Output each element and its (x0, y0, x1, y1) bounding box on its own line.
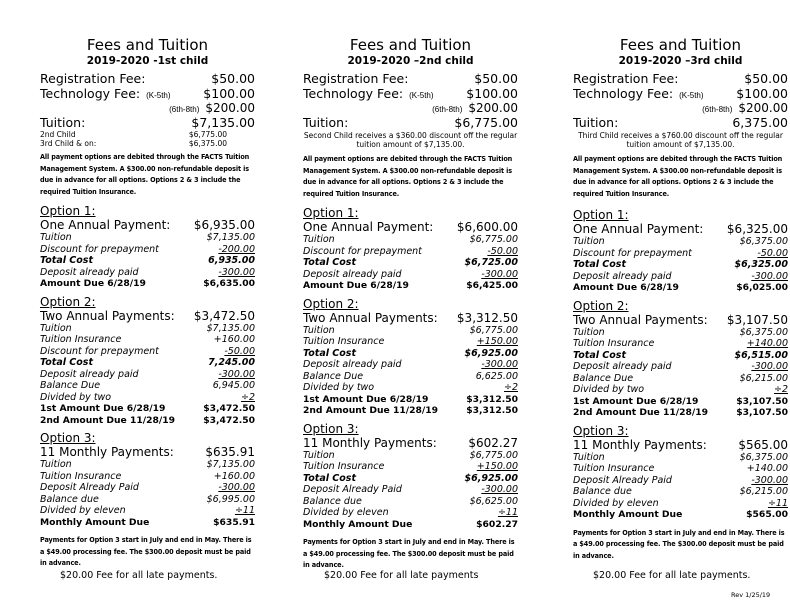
option-line-label: Tuition Insurance (573, 463, 655, 474)
option-title-value: $6,600.00 (456, 220, 518, 234)
option-line-label: Monthly Amount Due (303, 518, 413, 530)
option-line (573, 396, 788, 408)
discount-note: Second Child receives a $360.00 discount off the regular tuition amount of $7,135.00. (303, 131, 518, 149)
option-line-label: Tuition (573, 236, 605, 247)
registration-fee-row (303, 71, 518, 86)
tech-68-value: $200.00 (205, 101, 255, 115)
registration-fee-label: Registration Fee: (40, 71, 146, 86)
option-line-value: $3,107.50 (736, 395, 788, 407)
option-line-value: $6,775.00 (469, 324, 518, 336)
option-line-label: Tuition (40, 232, 72, 243)
sibling-label: 3rd Child & on: (40, 139, 97, 148)
technology-fee-label: Technology Fee: (573, 86, 674, 101)
option-line (303, 473, 518, 485)
option-line-label: Balance Due (573, 372, 634, 384)
sheet-title: Fees and Tuition (86, 36, 209, 54)
option-line (303, 507, 518, 519)
option-heading: Option 2: (303, 296, 359, 311)
option-line-label: Tuition Insurance (40, 334, 122, 345)
option-line-label: 1st Amount Due 6/28/19 (573, 395, 699, 407)
option-title-value: $565.00 (738, 437, 788, 452)
option-line (573, 350, 788, 362)
registration-fee-label: Registration Fee: (303, 71, 409, 86)
payment-paragraph: All payment options are debited through the FACTS Tuition Management System. A $300.00 non-refundable deposit is due in advance for all options. Options 2 & 3 include the required Tuition Insurance. (40, 152, 250, 196)
payment-paragraph: All payment options are debited through the FACTS Tuition Management System. A $300.00 non-refundable deposit is due in advance for all options. Options 2 & 3 include the required Tuition Insurance. (303, 154, 513, 198)
monthly-paragraph: Payments for Option 3 start in July and end in May. There is a $49.00 processing fee. The $300.00 deposit must be paid in advance. (303, 537, 515, 569)
option-line-value: ÷2 (503, 382, 518, 393)
option-line-value: -300.00 (751, 361, 788, 372)
option-line (303, 371, 518, 383)
technology-fee-label: Technology Fee: (303, 86, 404, 101)
option-line-label: Divided by eleven (40, 505, 126, 516)
payment-options (40, 205, 255, 534)
option-line-value: -50.00 (487, 245, 518, 257)
option-line (573, 475, 788, 487)
option-line-value: +150.00 (476, 461, 518, 472)
technology-fee-row (40, 86, 255, 101)
tuition-label: Tuition: (40, 115, 86, 130)
option-line (40, 517, 255, 529)
option-heading: Option 3: (303, 421, 359, 436)
option-line-value: -300.00 (218, 266, 255, 278)
option-line (40, 494, 255, 506)
option-line (303, 246, 518, 258)
option-title: One Annual Payment: (573, 222, 704, 236)
option-line-label: Total Cost (573, 349, 626, 361)
option-line-value: -300.00 (481, 268, 518, 280)
option-line-value: -50.00 (224, 345, 255, 357)
option-line (303, 461, 518, 473)
fee-sheet-second-child (303, 36, 518, 571)
option-line-value: $3,107.50 (736, 407, 788, 418)
technology-fee-row (573, 86, 788, 101)
option-line-label: Monthly Amount Due (40, 516, 150, 528)
option-line-label: 1st Amount Due 6/28/19 (303, 393, 429, 405)
option-line (573, 373, 788, 385)
payment-options (573, 209, 788, 527)
option-title: Two Annual Payments: (303, 310, 438, 325)
option-title: 11 Monthly Payments: (573, 437, 707, 452)
option-title-value: $3,107.50 (726, 312, 788, 327)
technology-fee-row (303, 86, 518, 101)
technology-fee-68-row (303, 101, 518, 115)
option-line (573, 271, 788, 283)
option-line-label: Tuition (303, 234, 335, 245)
option-title-row (40, 309, 255, 323)
option-line (573, 384, 788, 396)
option-line (40, 392, 255, 404)
tech-k5-label: (K-5th) (679, 91, 704, 100)
option-line-label: Deposit Already Paid (40, 482, 139, 493)
option-line-label: Balance Due (40, 380, 101, 391)
sibling-row (40, 130, 255, 139)
option-title-row (303, 220, 518, 234)
revision-date: Rev 1/25/19 (731, 591, 771, 599)
sibling-label: 2nd Child (40, 130, 76, 139)
tech-68-label: (6th-8th) (432, 105, 463, 114)
tuition-value: 6,375.00 (732, 115, 788, 130)
option-line (573, 236, 788, 248)
tech-k5-label: (K-5th) (409, 91, 434, 100)
fee-sheet-third-child (573, 36, 788, 561)
sibling-row (40, 139, 255, 148)
option-line-value: +140.00 (746, 463, 788, 474)
option-line-label: Deposit already paid (303, 359, 402, 370)
payment-paragraph: All payment options are debited through the FACTS Tuition Management System. A $300.00 non-refundable deposit is due in advance for all options. Options 2 & 3 include the required Tuition Insurance. (573, 154, 783, 198)
option-heading: Option 1: (573, 208, 629, 222)
option-line (573, 259, 788, 271)
option-line-value: +160.00 (213, 470, 255, 482)
option-line-label: Tuition (573, 326, 605, 338)
option-line (303, 280, 518, 292)
option-line-label: Deposit already paid (573, 361, 672, 372)
option-line (303, 269, 518, 281)
option-line-label: Deposit already paid (303, 268, 402, 280)
tech-68-value: $200.00 (468, 101, 518, 115)
option-line-value: $6,025.00 (736, 282, 788, 293)
registration-fee-row (573, 71, 788, 86)
option-line (303, 484, 518, 496)
sheet-subtitle: 2019-2020 –2nd child (347, 55, 474, 67)
option-line-label: Discount for prepayment (40, 345, 159, 357)
option-line-value: 6,625.00 (475, 370, 518, 382)
option-line-label: Balance due (40, 493, 99, 505)
option-line-label: Deposit already paid (573, 270, 672, 282)
option-line-label: Discount for prepayment (573, 247, 692, 259)
option-heading: Option 3: (573, 423, 629, 438)
option-line (303, 234, 518, 246)
sibling-value: $6,775.00 (188, 130, 227, 139)
option-line-label: Divided by two (40, 391, 112, 403)
option-line-label: Deposit already paid (40, 368, 139, 380)
option-line (40, 459, 255, 471)
option-line-label: Tuition (303, 449, 335, 461)
monthly-paragraph: Payments for Option 3 start in July and end in May. There is a $49.00 processing fee. The $300.00 deposit must be paid in advance. (40, 535, 252, 567)
option-line-value: -300.00 (218, 368, 255, 380)
option-title-row (573, 438, 788, 452)
option-line-value: -50.00 (757, 247, 788, 259)
registration-fee-value: $50.00 (211, 71, 255, 86)
option-line (573, 338, 788, 350)
option-line-value: $635.91 (213, 516, 255, 528)
option-heading: Option 1: (303, 206, 359, 220)
option-title-value: $602.27 (468, 435, 518, 450)
option-title-value: $635.91 (205, 445, 255, 459)
option-line (303, 382, 518, 394)
option-line-label: Tuition (303, 324, 335, 336)
option-line-value: $3,312.50 (466, 405, 518, 416)
option-title-row (40, 445, 255, 459)
tech-k5-value: $100.00 (203, 86, 255, 101)
option-line-label: 1st Amount Due 6/28/19 (40, 403, 166, 414)
option-line-value: $7,135.00 (206, 232, 255, 243)
tuition-label: Tuition: (573, 115, 619, 130)
payment-options (303, 207, 518, 536)
option-line-label: Total Cost (303, 472, 356, 484)
option-line-label: Amount Due 6/28/19 (40, 278, 146, 289)
tech-k5-value: $100.00 (736, 86, 788, 101)
option-line (40, 415, 255, 427)
option-line-label: Deposit Already Paid (303, 484, 402, 495)
option-line-value: -300.00 (481, 359, 518, 370)
option-heading: Option 3: (40, 431, 96, 445)
option-line (303, 257, 518, 269)
option-line-value: -300.00 (481, 484, 518, 495)
option-line (40, 357, 255, 369)
option-line-value: $3,312.50 (466, 393, 518, 405)
option-line-value: $7,135.00 (206, 322, 255, 334)
option-line-value: $6,375.00 (739, 236, 788, 247)
tuition-row (573, 115, 788, 130)
option-line (573, 407, 788, 419)
option-line-label: Deposit Already Paid (573, 474, 672, 486)
option-line-label: Balance Due (303, 370, 364, 382)
option-title-row (40, 218, 255, 232)
option-line-label: Divided by two (303, 382, 375, 393)
tuition-row (40, 115, 255, 130)
option-line-value: 7,245.00 (208, 357, 255, 368)
option-line-label: Deposit already paid (40, 266, 139, 278)
option-line (303, 348, 518, 360)
option-line (40, 267, 255, 279)
option-line-value: $6,775.00 (469, 234, 518, 245)
option-line-value: -300.00 (751, 474, 788, 486)
option-title-row (303, 311, 518, 325)
option-line-value: ÷2 (240, 391, 255, 403)
option-line-value: $3,472.50 (203, 414, 255, 426)
option-line-label: Balance due (573, 486, 632, 497)
option-line (40, 278, 255, 290)
option-title: Two Annual Payments: (40, 308, 175, 323)
option-line-label: Total Cost (303, 347, 356, 359)
option-line-value: $6,375.00 (739, 451, 788, 463)
option-line-value: $6,215.00 (739, 372, 788, 384)
option-line-value: -200.00 (218, 243, 255, 255)
option-title-row (573, 313, 788, 327)
sheet-title: Fees and Tuition (619, 36, 742, 54)
sheet-subtitle: 2019-2020 -1st child (86, 55, 209, 67)
option-line (40, 255, 255, 267)
option-line (573, 509, 788, 521)
option-line (303, 450, 518, 462)
option-title: One Annual Payment: (303, 220, 434, 234)
option-line (40, 471, 255, 483)
option-line-value: $6,375.00 (739, 326, 788, 338)
option-line-label: Tuition (573, 451, 605, 463)
option-title: 11 Monthly Payments: (40, 445, 174, 459)
tech-k5-value: $100.00 (466, 86, 518, 101)
registration-fee-row (40, 71, 255, 86)
option-line-label: 2nd Amount Due 11/28/19 (303, 405, 439, 416)
option-line (573, 248, 788, 260)
option-line (573, 486, 788, 498)
technology-fee-68-row (573, 101, 788, 115)
tech-68-label: (6th-8th) (702, 105, 733, 114)
technology-fee-68-row (40, 101, 255, 115)
option-line (573, 327, 788, 339)
option-line (573, 361, 788, 373)
option-heading: Option 2: (40, 294, 96, 309)
registration-fee-value: $50.00 (474, 71, 518, 86)
option-line (303, 325, 518, 337)
late-fee-notice: $20.00 Fee for all late payments. (60, 570, 218, 581)
tuition-value: $6,775.00 (454, 115, 518, 130)
option-line (40, 232, 255, 244)
option-line (40, 505, 255, 517)
option-line-label: Tuition (40, 322, 72, 334)
sibling-value: $6,375.00 (188, 139, 227, 148)
tech-68-label: (6th-8th) (169, 105, 200, 114)
option-line (40, 482, 255, 494)
option-line-value: $6,325.00 (734, 259, 788, 270)
option-title-value: $6,935.00 (193, 218, 255, 232)
option-line (303, 496, 518, 508)
option-title: One Annual Payment: (40, 218, 171, 232)
option-line-value: $6,215.00 (739, 486, 788, 497)
option-line-label: Divided by two (573, 384, 645, 395)
option-line-value: +160.00 (213, 334, 255, 345)
option-line-value: $6,625.00 (469, 495, 518, 507)
tuition-label: Tuition: (303, 115, 349, 130)
option-line-label: Discount for prepayment (40, 243, 159, 255)
technology-fee-label: Technology Fee: (40, 86, 141, 101)
option-line-value: 6,945.00 (212, 380, 255, 391)
option-line-label: Balance due (303, 495, 362, 507)
option-line-value: $6,515.00 (734, 349, 788, 361)
option-line-label: Amount Due 6/28/19 (303, 280, 409, 291)
option-line (303, 519, 518, 531)
option-line-label: Total Cost (573, 259, 626, 270)
tech-68-value: $200.00 (738, 101, 788, 115)
option-line-label: 2nd Amount Due 11/28/19 (573, 407, 709, 418)
option-line (40, 403, 255, 415)
option-line-value: ÷11 (234, 505, 255, 516)
option-line-value: +150.00 (476, 336, 518, 347)
option-line (40, 244, 255, 256)
discount-note: Third Child receives a $760.00 discount off the regular tuition amount of $7,135.00. (578, 131, 783, 149)
option-line-label: Total Cost (303, 257, 356, 268)
option-line-value: 6,935.00 (208, 255, 255, 266)
option-line-label: Tuition Insurance (303, 336, 385, 347)
option-title: Two Annual Payments: (573, 312, 708, 327)
sheet-subtitle: 2019-2020 –3rd child (618, 55, 743, 67)
option-line (573, 282, 788, 294)
option-line-value: $6,925.00 (464, 347, 518, 359)
option-title-value: $3,472.50 (193, 308, 255, 323)
tech-k5-label: (K-5th) (146, 91, 171, 100)
option-line-label: Tuition Insurance (573, 338, 655, 349)
option-title-value: $6,325.00 (726, 222, 788, 236)
option-line-value: $602.27 (476, 518, 518, 530)
option-line-value: ÷2 (773, 384, 788, 395)
late-fee-notice: $20.00 Fee for all late payments. (593, 570, 751, 581)
option-line-label: Total Cost (40, 357, 93, 368)
option-line (303, 359, 518, 371)
option-line-value: $6,925.00 (464, 472, 518, 484)
option-line-label: 2nd Amount Due 11/28/19 (40, 414, 176, 426)
option-line-label: Divided by eleven (303, 507, 389, 518)
option-line-value: $6,725.00 (464, 257, 518, 268)
tuition-value: $7,135.00 (191, 115, 255, 130)
option-line (40, 323, 255, 335)
option-heading: Option 1: (40, 204, 96, 218)
option-line (303, 394, 518, 406)
monthly-paragraph: Payments for Option 3 start in July and end in May. There is a $49.00 processing fee. The $300.00 deposit must be paid in advance. (573, 527, 785, 560)
registration-fee-value: $50.00 (744, 71, 788, 86)
option-line-value: $565.00 (746, 509, 788, 520)
sheet-title: Fees and Tuition (349, 36, 472, 54)
option-line-label: Tuition (40, 459, 72, 470)
option-line (573, 463, 788, 475)
option-title: 11 Monthly Payments: (303, 435, 437, 450)
option-line-label: Tuition Insurance (303, 461, 385, 472)
late-fee-notice: $20.00 Fee for all late payments (324, 570, 479, 581)
option-heading: Option 2: (573, 298, 629, 313)
option-line-label: Tuition Insurance (40, 470, 122, 482)
option-title-value: $3,312.50 (456, 310, 518, 325)
option-line-value: -300.00 (751, 270, 788, 282)
option-line-value: $6,635.00 (203, 278, 255, 289)
fee-sheet-first-child (40, 36, 255, 569)
option-line (303, 405, 518, 417)
option-line (573, 452, 788, 464)
option-line-value: $6,775.00 (469, 449, 518, 461)
option-line-label: Divided by eleven (573, 497, 659, 509)
option-line-value: $6,425.00 (466, 280, 518, 291)
option-line-label: Discount for prepayment (303, 245, 422, 257)
registration-fee-label: Registration Fee: (573, 71, 679, 86)
option-title-row (303, 436, 518, 450)
option-line (303, 336, 518, 348)
option-line-label: Amount Due 6/28/19 (573, 282, 679, 293)
tuition-row (303, 115, 518, 130)
option-line-value: +140.00 (746, 338, 788, 349)
option-line-value: ÷11 (497, 507, 518, 518)
option-line-value: -300.00 (218, 482, 255, 493)
option-line (40, 369, 255, 381)
option-line-label: Total Cost (40, 255, 93, 266)
option-line (40, 334, 255, 346)
option-line (573, 498, 788, 510)
option-line-value: $3,472.50 (203, 403, 255, 414)
option-title-row (573, 222, 788, 236)
option-line-value: $7,135.00 (206, 459, 255, 470)
option-line (40, 380, 255, 392)
option-line-value: ÷11 (767, 497, 788, 509)
option-line (40, 346, 255, 358)
option-line-label: Monthly Amount Due (573, 509, 683, 520)
option-line-value: $6,995.00 (206, 493, 255, 505)
